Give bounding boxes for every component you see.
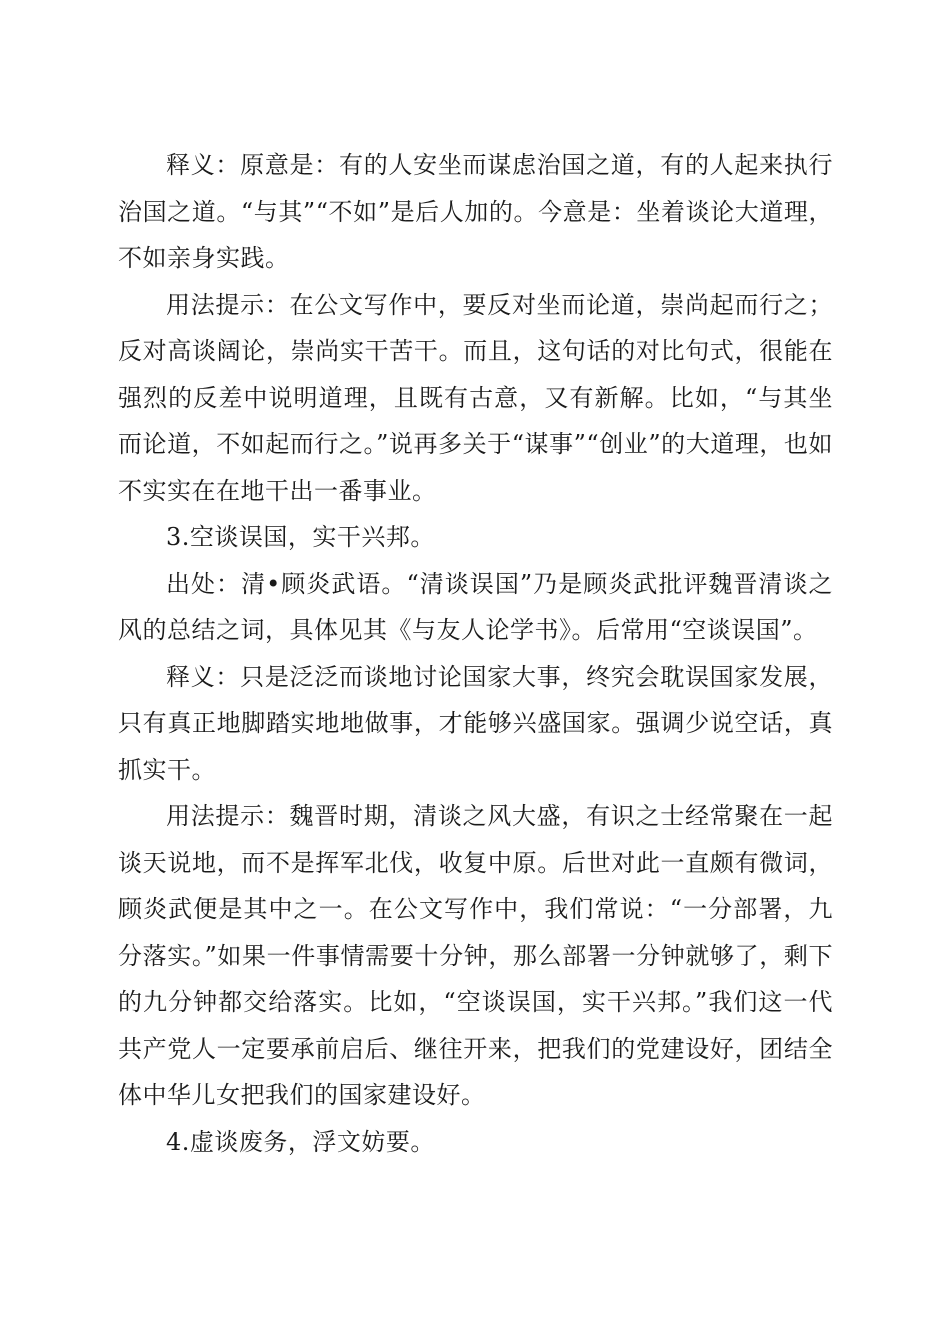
paragraph-usage-1: 用法提示：在公文写作中，要反对坐而论道，崇尚起而行之；反对高谈阔论，崇尚实干苦干。而且，这句话的对比句式，很能在强烈的反差中说明道理，且既有古意，又有新解。比如，“与其坐而论道，不如起而行之。”说再多关于“谋事”“创业”的大道理，也如不实实在在地干出一番事业。	[118, 290, 833, 505]
paragraph-definition-3: 释义：只是泛泛而谈地讨论国家大事，终究会耽误国家发展，只有真正地脚踏实地地做事，才能够兴盛国家。强调少说空话，真抓实干。	[118, 662, 833, 784]
heading-item-4: 4.虚谈废务，浮文妨要。	[166, 1127, 435, 1156]
heading-item-3: 3.空谈误国，实干兴邦。	[166, 523, 435, 551]
paragraph-usage-3: 用法提示：魏晋时期，清谈之风大盛，有识之士经常聚在一起谈天说地，而不是挥军北伐，收复中原。后世对此一直颇有微词，顾炎武便是其中之一。在公文写作中，我们常说：“一分部署，九分落实。”如果一件事情需要十分钟，那么部署一分钟就够了，剩下的九分钟都交给落实。比如，“空谈误国，实干兴邦。”我们这一代共产党人一定要承前启后、继往开来，把我们的党建设好，团结全体中华儿女把我们的国家建设好。	[118, 802, 833, 1109]
paragraph-definition-1: 释义：原意是：有的人安坐而谋虑治国之道，有的人起来执行治国之道。“与其”“不如”是后人加的。今意是：坐着谈论大道理，不如亲身实践。	[118, 151, 833, 272]
paragraph-source-3: 出处：清•顾炎武语。“清谈误国”乃是顾炎武批评魏晋清谈之风的总结之词，具体见其《与友人论学书》。后常用“空谈误国”。	[118, 569, 833, 644]
document-page	[118, 142, 833, 1165]
